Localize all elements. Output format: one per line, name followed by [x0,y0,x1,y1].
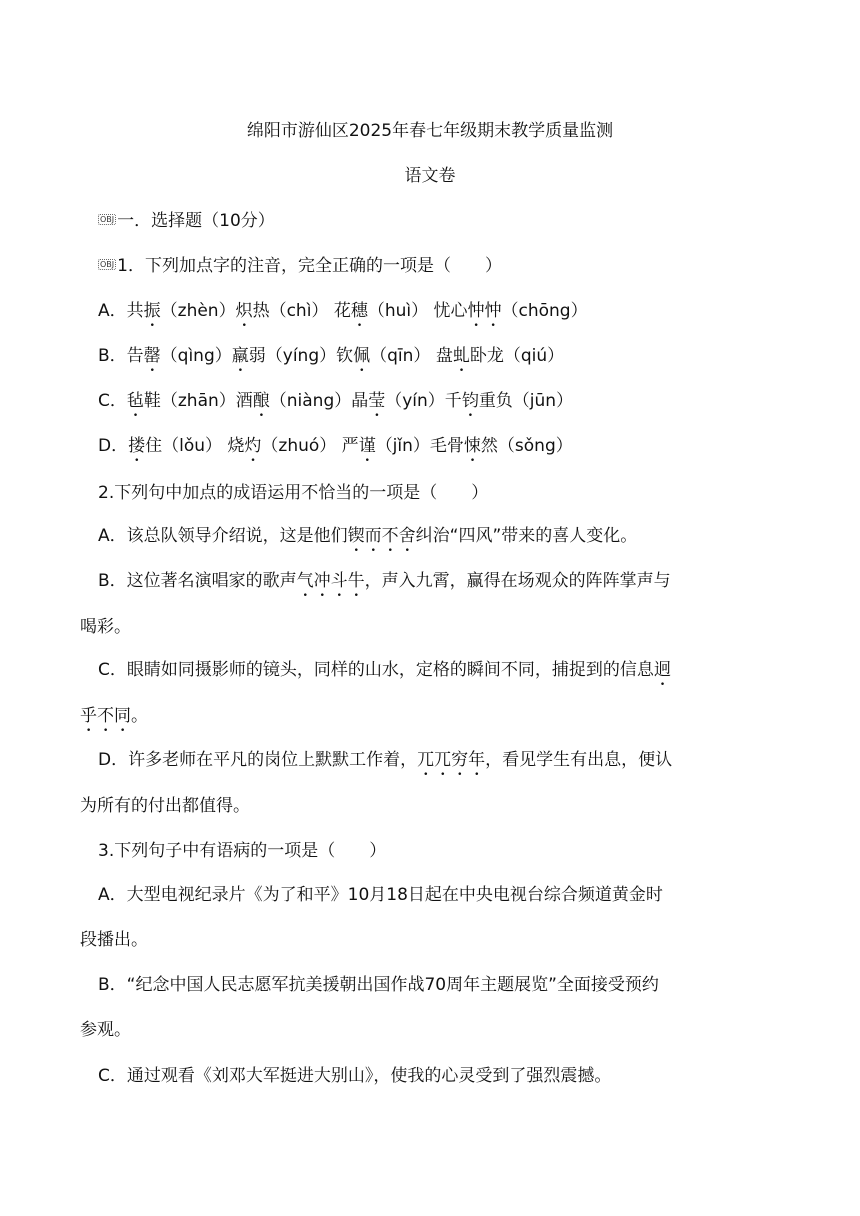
q2-option-d-cont: 为所有的付出都值得。 [80,796,250,816]
q3-option-b: B．“纪念中国人民志愿军抗美援朝出国作战70周年主题展览”全面接受预约 [98,975,659,995]
q2-option-b-cont: 喝彩。 [80,617,131,637]
q2-option-d: D．许多老师在平凡的岗位上默默工作着，兀兀穷年，看见学生有出息，便认 [98,750,673,770]
q3-option-a-cont: 段播出。 [80,930,148,950]
q1-option-b: B．告罄（qìng）羸弱（yíng）钦佩（qīn） 盘虬卧龙（qiú） [98,346,565,366]
q2-option-c-cont: 乎不同。 [80,706,148,726]
obj-tag-icon: OBJ [100,215,115,224]
section-heading [98,206,275,231]
q2-option-c: C．眼睛如同摄影师的镜头，同样的山水，定格的瞬间不同，捕捉到的信息迥 [98,660,671,680]
q2-option-b: B．这位著名演唱家的歌声气冲斗牛，声入九霄，赢得在场观众的阵阵掌声与 [98,571,671,591]
section-heading-text: 一．选择题（10分） [117,211,275,231]
q1-option-d: D．搂住（lǒu） 烧灼（zhuó） 严谨（jǐn）毛骨悚然（sǒng） [98,436,573,456]
exam-title: 绵阳市游仙区2025年春七年级期末教学质量监测 [246,121,614,141]
q3-option-b-cont: 参观。 [80,1020,131,1040]
obj-tag-icon: OBJ [100,260,115,269]
question-3-stem: 3.下列句子中有语病的一项是（ ） [98,841,387,861]
q2-option-a: A．该总队领导介绍说，这是他们锲而不舍纠治“四风”带来的喜人变化。 [98,526,638,546]
q1-option-c: C．毡鞋（zhān）酒酿（niàng）晶莹（yín）千钧重负（jūn） [98,391,574,411]
q3-option-a: A．大型电视纪录片《为了和平》10月18日起在中央电视台综合频道黄金时 [98,885,663,905]
question-2-stem: 2.下列句中加点的成语运用不恰当的一项是（ ） [98,483,489,503]
q1-option-a: A．共振（zhèn）炽热（chì） 花穗（huì） 忧心忡忡（chōng） [98,301,588,321]
question-1-text: 1．下列加点字的注音，完全正确的一项是（ ） [117,256,502,276]
question-1-stem [98,251,502,276]
q3-option-c: C．通过观看《刘邓大军挺进大别山》，使我的心灵受到了强烈震撼。 [98,1066,612,1086]
exam-subtitle: 语文卷 [404,166,456,186]
